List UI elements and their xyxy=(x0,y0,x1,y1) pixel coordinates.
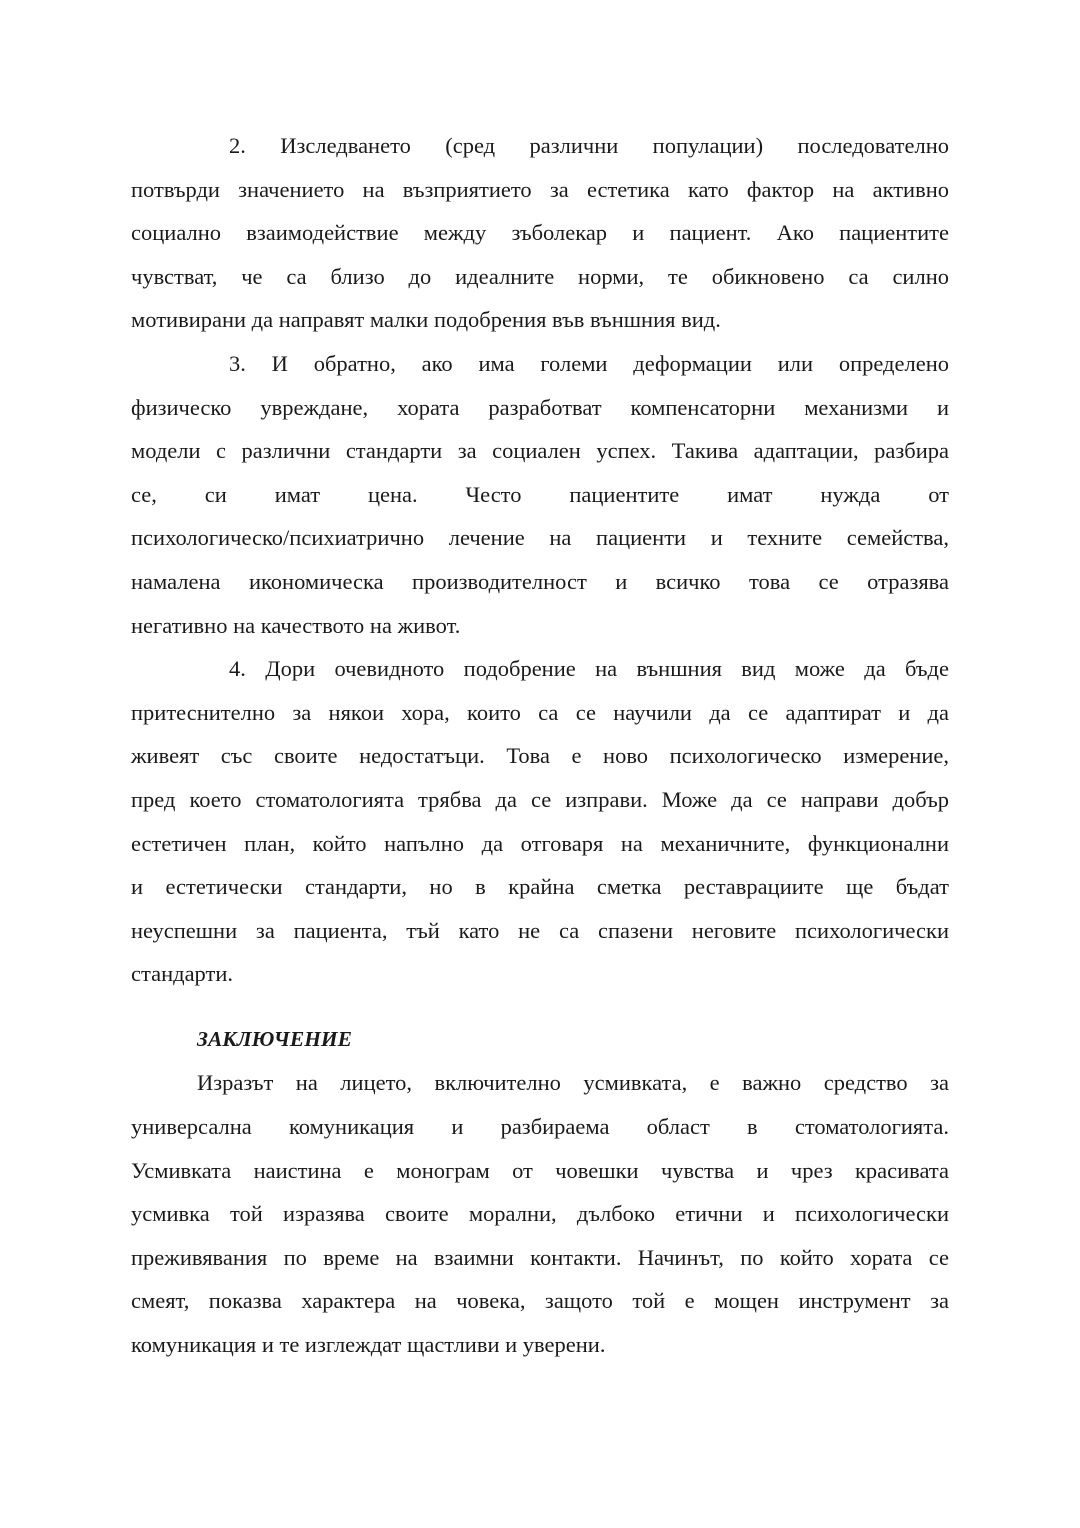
paragraph-line: чувстват, че са близо до идеалните норми, те обикновено са силно xyxy=(131,263,949,289)
paragraph-line: естетичен план, който напълно да отговаря на механичните, функционални xyxy=(131,830,949,856)
paragraph-line: потвърди значението на възприятието за естетика като фактор на активно xyxy=(131,176,949,202)
paragraph-line: се, си имат цена. Често пациентите имат нужда от xyxy=(131,481,949,507)
paragraph-line: модели с различни стандарти за социален успех. Такива адаптации, разбира xyxy=(131,438,949,464)
paragraph-line: 2. Изследването (сред различни популации) последователно xyxy=(229,133,949,158)
paragraph-line: 3. И обратно, ако има големи деформации или определено xyxy=(229,350,949,376)
document-page xyxy=(131,124,949,1367)
paragraph-line: Усмивката наистина е монограм от човешки чувства и чрез красивата xyxy=(131,1157,949,1183)
paragraph-line: мотивирани да направят малки подобрения във външния вид. xyxy=(131,307,721,333)
conclusion-paragraph xyxy=(131,1061,949,1366)
paragraph-line: 4. Дори очевидното подобрение на външния вид може да бъде xyxy=(229,656,949,682)
paragraph-line: неуспешни за пациента, тъй като не са спазени неговите психологически xyxy=(131,917,949,943)
paragraph-2 xyxy=(131,124,949,342)
paragraph-line: намалена икономическа производителност и всичко това се отразява xyxy=(131,568,949,594)
paragraph-line: комуникация и те изглеждат щастливи и уверени. xyxy=(131,1332,606,1358)
paragraph-line: преживявания по време на взаимни контакти. Начинът, по който хората се xyxy=(131,1244,949,1270)
paragraph-line: и естетически стандарти, но в крайна сметка реставрациите ще бъдат xyxy=(131,874,949,900)
paragraph-line: пред което стоматологията трябва да се изправи. Може да се направи добър xyxy=(131,786,949,812)
conclusion-heading: ЗАКЛЮЧЕНИЕ xyxy=(197,1026,352,1051)
paragraph-line: усмивка той изразява своите морални, дълбоко етични и психологически xyxy=(131,1201,949,1227)
paragraph-line: психологическо/психиатрично лечение на пациенти и техните семейства, xyxy=(131,525,949,551)
paragraph-3 xyxy=(131,342,949,647)
paragraph-4 xyxy=(131,647,949,996)
paragraph-line: физическо увреждане, хората разработват компенсаторни механизми и xyxy=(131,394,949,420)
paragraph-line: стандарти. xyxy=(131,961,234,987)
paragraph-line: Изразът на лицето, включително усмивката, е важно средство за xyxy=(197,1070,949,1096)
paragraph-line: негативно на качеството на живот. xyxy=(131,612,461,638)
paragraph-line: притеснително за някои хора, които са се научили да се адаптират и да xyxy=(131,699,949,725)
paragraph-line: живеят със своите недостатъци. Това е ново психологическо измерение, xyxy=(131,743,949,769)
paragraph-line: универсална комуникация и разбираема област в стоматологията. xyxy=(131,1114,949,1140)
paragraph-line: социално взаимодействие между зъболекар и пациент. Ако пациентите xyxy=(131,220,949,246)
paragraph-line: смеят, показва характера на човека, защото той е мощен инструмент за xyxy=(131,1288,949,1314)
